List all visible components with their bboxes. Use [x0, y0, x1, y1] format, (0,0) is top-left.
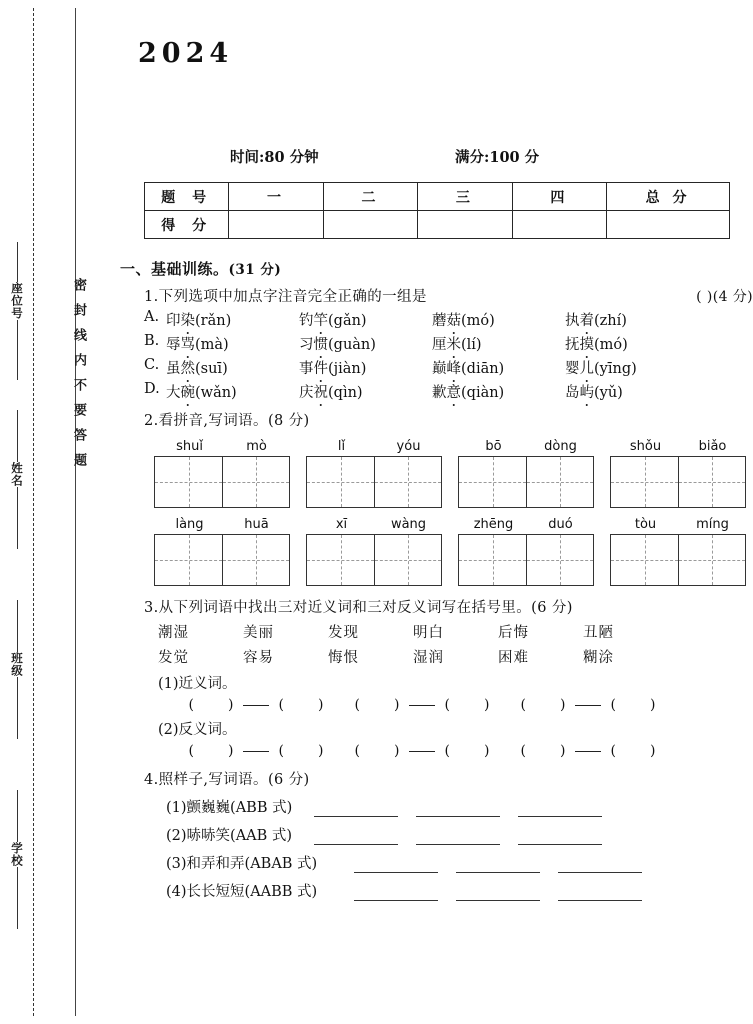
paren-right: )	[650, 697, 656, 713]
choice-c-item-4	[565, 357, 698, 378]
answer-blank[interactable]	[416, 829, 500, 845]
choice-c-item-3	[432, 357, 565, 378]
choice-d-letter: D.	[144, 381, 160, 397]
choice-dotted-char: 祝	[313, 385, 328, 401]
choice-c[interactable]	[144, 357, 753, 378]
tianzige-cell[interactable]	[307, 535, 374, 585]
answer-blank[interactable]	[314, 829, 398, 845]
pattern-label: (3)和弄和弄(ABAB 式)	[166, 856, 318, 872]
answer-pair[interactable]	[346, 697, 498, 713]
pinyin-syllable: míng	[696, 517, 729, 532]
pinyin-syllable: lǐ	[337, 439, 346, 454]
tianzige-grid[interactable]	[154, 534, 290, 586]
question-4-number: 4.	[144, 772, 159, 788]
pinyin-grid-group	[154, 439, 306, 508]
answer-blank[interactable]	[416, 801, 500, 817]
pinyin-hint	[610, 517, 753, 532]
word-bank-item: 后悔	[498, 625, 529, 641]
table-row-question-number	[145, 183, 730, 211]
choice-a-item-4	[565, 309, 698, 330]
pattern-row-aabb	[166, 880, 753, 901]
pinyin-syllable: zhēng	[473, 517, 514, 532]
choice-a-letter: A.	[144, 309, 160, 325]
choice-pinyin: (qiàn)	[461, 385, 505, 401]
answer-paren[interactable]	[180, 743, 242, 759]
choice-char: 歉	[432, 385, 447, 401]
pinyin-hint	[306, 517, 458, 532]
seal-vertical-text: 密封线内不要答题	[71, 278, 86, 478]
question-2	[144, 409, 753, 586]
answer-pair[interactable]	[512, 743, 664, 759]
word-bank-item: 湿润	[413, 650, 444, 666]
tianzige-cell[interactable]	[611, 457, 678, 507]
pattern-row-abab	[166, 852, 753, 873]
paren-right: )	[228, 743, 234, 759]
pinyin-grid-row-1	[154, 439, 753, 508]
question-1-tail	[696, 286, 753, 306]
field-rule-top	[17, 242, 18, 282]
question-1-head	[144, 285, 753, 306]
field-rule-bottom	[17, 867, 18, 929]
pinyin-syllable: shǒu	[629, 439, 662, 454]
field-rule-bottom	[17, 677, 18, 739]
choice-pinyin: (zhí)	[594, 313, 627, 329]
paren-right: )	[560, 697, 566, 713]
score-table-col-1: 一	[229, 183, 323, 211]
field-school	[4, 790, 30, 929]
score-table-col-3: 三	[418, 183, 512, 211]
choice-b-item-1	[166, 333, 299, 354]
pinyin-syllable: huā	[244, 517, 269, 532]
choice-pinyin: (gǎn)	[328, 313, 367, 329]
choice-a-item-1	[166, 309, 299, 330]
answer-blank[interactable]	[518, 829, 602, 845]
choice-d-item-3	[432, 381, 565, 402]
word-bank-item: 困难	[498, 650, 529, 666]
choice-dotted-char: 染	[180, 313, 195, 329]
exam-sheet	[120, 0, 753, 1024]
word-bank-item: 悔恨	[328, 650, 359, 666]
field-label-name: 姓名	[10, 462, 24, 487]
pinyin-syllable: dòng	[544, 439, 577, 454]
choice-pinyin: (guàn)	[328, 337, 376, 353]
score-table-row-label: 题 号	[145, 183, 229, 211]
choice-char: 执	[565, 313, 580, 329]
page-title: 2024	[138, 38, 234, 69]
answer-blank[interactable]	[456, 857, 540, 873]
tianzige-cell[interactable]	[459, 535, 526, 585]
seal-margin	[0, 0, 120, 1024]
choice-dotted-char: 骂	[180, 337, 195, 353]
answer-paren[interactable]	[270, 697, 332, 713]
paren-left: (	[188, 743, 194, 759]
paren-left: (	[610, 743, 616, 759]
answer-blank[interactable]	[354, 885, 438, 901]
subquestion-synonyms-label: (1)近义词。	[158, 676, 237, 692]
paren-right: )	[484, 697, 490, 713]
score-cell-3[interactable]	[418, 211, 512, 239]
choice-d-item-4	[565, 381, 698, 402]
field-label-class: 班级	[10, 652, 24, 677]
word-bank-item: 发现	[328, 625, 359, 641]
tianzige-grid[interactable]	[610, 456, 746, 508]
answer-paren[interactable]	[346, 697, 408, 713]
score-cell-2[interactable]	[323, 211, 417, 239]
field-class	[4, 600, 30, 739]
pinyin-grid-group	[306, 517, 458, 586]
choice-dotted-char: 竿	[313, 313, 328, 329]
score-table	[144, 182, 730, 239]
pinyin-grid-group	[610, 517, 753, 586]
pattern-row-abb	[166, 796, 753, 817]
score-cell-1[interactable]	[229, 211, 323, 239]
word-bank-item: 发觉	[158, 650, 189, 666]
pinyin-syllable: bō	[485, 439, 502, 454]
choice-pinyin: (lí)	[461, 337, 482, 353]
pinyin-syllable: duó	[548, 517, 573, 532]
choice-dotted-char: 意	[446, 385, 461, 401]
exam-meta	[230, 146, 720, 167]
choice-dotted-char: 峰	[446, 361, 461, 377]
paren-right: )	[228, 697, 234, 713]
answer-paren[interactable]	[270, 743, 332, 759]
choice-char: 印	[166, 313, 181, 329]
question-2-number: 2.	[144, 413, 159, 429]
field-rule-bottom	[17, 320, 18, 380]
paren-left: (	[610, 697, 616, 713]
pinyin-grid-group	[610, 439, 753, 508]
choice-d-item-1	[166, 381, 299, 402]
choice-c-item-2	[299, 357, 432, 378]
tianzige-grid[interactable]	[306, 534, 442, 586]
word-bank-item: 糊涂	[583, 650, 614, 666]
choice-dotted-char: 摸	[579, 337, 594, 353]
table-row-score	[145, 211, 730, 239]
tianzige-cell[interactable]	[459, 457, 526, 507]
choice-dotted-char: 儿	[579, 361, 594, 377]
tianzige-cell[interactable]	[155, 535, 222, 585]
pinyin-hint	[610, 439, 753, 454]
choice-b-item-4	[565, 333, 698, 354]
question-1-answer-bracket[interactable]: ( )	[696, 289, 713, 305]
answer-pair[interactable]	[346, 743, 498, 759]
section-heading	[120, 258, 753, 279]
question-3-points: (6 分)	[531, 600, 573, 616]
word-bank-item: 潮湿	[158, 625, 189, 641]
choice-dotted-char: 着	[579, 313, 594, 329]
section-points: (31 分)	[228, 262, 282, 278]
paren-left: (	[520, 743, 526, 759]
question-3	[144, 596, 753, 759]
answer-pair[interactable]	[512, 697, 664, 713]
answer-paren[interactable]	[436, 697, 498, 713]
pair-dash	[243, 705, 269, 706]
paren-right: )	[394, 743, 400, 759]
word-bank-item: 美丽	[243, 625, 274, 641]
tianzige-grid[interactable]	[458, 456, 594, 508]
answer-blank[interactable]	[456, 885, 540, 901]
score-cell-total[interactable]	[607, 211, 730, 239]
question-3-number: 3.	[144, 600, 159, 616]
pair-dash	[243, 751, 269, 752]
paren-right: )	[560, 743, 566, 759]
field-name	[4, 410, 30, 549]
choice-b-item-3	[432, 333, 565, 354]
pinyin-hint	[306, 439, 458, 454]
exam-full-score: 满分:100 分	[455, 149, 540, 166]
antonym-answer-row	[180, 743, 753, 759]
choice-dotted-char: 菇	[446, 313, 461, 329]
choice-pinyin: (qìn)	[328, 385, 363, 401]
pattern-label: (2)哧哧笑(AAB 式)	[166, 828, 293, 844]
paren-left: (	[444, 697, 450, 713]
choice-pinyin: (jiàn)	[328, 361, 367, 377]
field-label-school: 学校	[10, 842, 24, 867]
field-rule-top	[17, 600, 18, 652]
tianzige-grid[interactable]	[154, 456, 290, 508]
answer-blank[interactable]	[354, 857, 438, 873]
question-1-number: 1.	[144, 289, 159, 305]
choice-pinyin: (mó)	[461, 313, 495, 329]
answer-paren[interactable]	[602, 697, 664, 713]
pattern-label: (4)长长短短(AABB 式)	[166, 884, 318, 900]
section-title: 一、基础训练。	[120, 260, 229, 278]
choice-b-item-2	[299, 333, 432, 354]
pinyin-syllable: yóu	[396, 439, 421, 454]
question-1-text: 下列选项中加点字注音完全正确的一组是	[158, 289, 427, 305]
pinyin-syllable: tòu	[634, 517, 657, 532]
score-table-col-total: 总 分	[607, 183, 730, 211]
question-4	[144, 768, 753, 901]
field-rule-top	[17, 790, 18, 842]
answer-paren[interactable]	[346, 743, 408, 759]
tianzige-grid[interactable]	[610, 534, 746, 586]
seal-dashed-line	[33, 8, 34, 1016]
field-label-seat-number: 座位号	[10, 282, 24, 320]
choice-b[interactable]	[144, 333, 753, 354]
answer-blank[interactable]	[558, 857, 642, 873]
question-2-text: 看拼音,写词语。	[158, 413, 268, 429]
field-seat-number	[4, 242, 30, 380]
paren-right: )	[484, 743, 490, 759]
field-rule-bottom	[17, 487, 18, 549]
choice-char: 事	[299, 361, 314, 377]
choice-char: 蘑	[432, 313, 447, 329]
exam-duration: 时间:80 分钟	[230, 149, 319, 166]
choice-b-letter: B.	[144, 333, 160, 349]
pinyin-syllable: làng	[175, 517, 204, 532]
question-1	[144, 285, 753, 402]
choice-char: 抚	[565, 337, 580, 353]
choice-char: 岛	[565, 385, 580, 401]
word-bank-item: 明白	[413, 625, 444, 641]
paren-left: (	[278, 743, 284, 759]
choice-char: 庆	[299, 385, 314, 401]
tianzige-cell[interactable]	[678, 535, 745, 585]
pinyin-grid-group	[458, 439, 610, 508]
paren-right: )	[318, 743, 324, 759]
paren-left: (	[354, 743, 360, 759]
pinyin-hint	[458, 439, 610, 454]
tianzige-cell[interactable]	[611, 535, 678, 585]
word-bank-item: 丑陋	[583, 625, 614, 641]
choice-char: 巅	[432, 361, 447, 377]
paren-right: )	[650, 743, 656, 759]
field-rule-top	[17, 410, 18, 462]
choice-dotted-char: 碗	[180, 385, 195, 401]
paren-left: (	[354, 697, 360, 713]
choice-pinyin: (mà)	[195, 337, 229, 353]
choice-dotted-char: 惯	[313, 337, 328, 353]
question-1-points: (4 分)	[712, 289, 753, 305]
answer-blank[interactable]	[558, 885, 642, 901]
tianzige-cell[interactable]	[307, 457, 374, 507]
seal-solid-line	[75, 8, 76, 1016]
choice-pinyin: (yīng)	[594, 361, 637, 377]
answer-pair[interactable]	[180, 697, 332, 713]
choice-d[interactable]	[144, 381, 753, 402]
subquestion-antonyms-label: (2)反义词。	[158, 722, 237, 738]
answer-paren[interactable]	[180, 697, 242, 713]
choice-char: 辱	[166, 337, 181, 353]
pinyin-grid-group	[154, 517, 306, 586]
tianzige-cell[interactable]	[222, 457, 289, 507]
choice-dotted-char: 屿	[579, 385, 594, 401]
paren-left: (	[278, 697, 284, 713]
pair-dash	[575, 705, 601, 706]
choice-dotted-char: 件	[313, 361, 328, 377]
choice-char: 婴	[565, 361, 580, 377]
tianzige-cell[interactable]	[374, 535, 441, 585]
pinyin-grid-group	[306, 439, 458, 508]
pinyin-syllable: shuǐ	[176, 439, 203, 454]
answer-pair[interactable]	[180, 743, 332, 759]
pinyin-syllable: mò	[246, 439, 267, 454]
word-bank-row-2	[158, 646, 753, 667]
answer-paren[interactable]	[602, 743, 664, 759]
choice-char: 习	[299, 337, 314, 353]
word-bank-row-1	[158, 621, 753, 642]
choice-a-item-3	[432, 309, 565, 330]
choice-a-item-2	[299, 309, 432, 330]
answer-blank[interactable]	[518, 801, 602, 817]
choice-c-item-1	[166, 357, 299, 378]
tianzige-cell[interactable]	[526, 457, 593, 507]
choice-char: 钓	[299, 313, 314, 329]
choice-char: 大	[166, 385, 181, 401]
tianzige-cell[interactable]	[526, 535, 593, 585]
paren-left: (	[520, 697, 526, 713]
pair-dash	[575, 751, 601, 752]
choice-c-letter: C.	[144, 357, 160, 373]
choice-pinyin: (diān)	[461, 361, 505, 377]
pattern-row-aab	[166, 824, 753, 845]
pinyin-grid-group	[458, 517, 610, 586]
choice-pinyin: (mó)	[594, 337, 628, 353]
pinyin-hint	[154, 439, 306, 454]
tianzige-cell[interactable]	[222, 535, 289, 585]
exam-content	[120, 258, 753, 901]
answer-blank[interactable]	[314, 801, 398, 817]
choice-a[interactable]	[144, 309, 753, 330]
tianzige-cell[interactable]	[678, 457, 745, 507]
choice-char: 厘	[432, 337, 447, 353]
paren-right: )	[318, 697, 324, 713]
choice-dotted-char: 米	[446, 337, 461, 353]
question-2-points: (8 分)	[267, 413, 310, 429]
question-4-text: 照样子,写词语。	[158, 772, 268, 788]
word-bank-item: 容易	[243, 650, 274, 666]
choice-char: 虽	[166, 361, 181, 377]
tianzige-grid[interactable]	[458, 534, 594, 586]
choice-pinyin: (wǎn)	[195, 385, 237, 401]
score-table-row-label: 得 分	[145, 211, 229, 239]
choice-dotted-char: 然	[180, 361, 195, 377]
choice-d-item-2	[299, 381, 432, 402]
pinyin-grid-row-2	[154, 517, 753, 586]
tianzige-cell[interactable]	[374, 457, 441, 507]
question-2-head	[144, 409, 753, 430]
question-4-head	[144, 768, 753, 789]
choice-pinyin: (yǔ)	[594, 385, 623, 401]
choice-pinyin: (suī)	[195, 361, 228, 377]
synonym-answer-row	[180, 697, 753, 713]
score-table-col-2: 二	[323, 183, 417, 211]
question-4-points: (6 分)	[267, 772, 310, 788]
question-3-head	[144, 596, 753, 617]
paren-right: )	[394, 697, 400, 713]
pinyin-hint	[458, 517, 610, 532]
pattern-label: (1)颤巍巍(ABB 式)	[166, 800, 293, 816]
score-cell-4[interactable]	[512, 211, 606, 239]
pinyin-syllable: biǎo	[698, 439, 727, 454]
answer-paren[interactable]	[512, 743, 574, 759]
tianzige-cell[interactable]	[155, 457, 222, 507]
pair-dash	[409, 751, 435, 752]
score-table-col-4: 四	[512, 183, 606, 211]
choice-pinyin: (rǎn)	[195, 313, 232, 329]
answer-paren[interactable]	[512, 697, 574, 713]
pinyin-syllable: xī	[335, 517, 348, 532]
paren-left: (	[444, 743, 450, 759]
pinyin-syllable: wàng	[390, 517, 427, 532]
pinyin-hint	[154, 517, 306, 532]
pair-dash	[409, 705, 435, 706]
answer-paren[interactable]	[436, 743, 498, 759]
paren-left: (	[188, 697, 194, 713]
question-3-text: 从下列词语中找出三对近义词和三对反义词写在括号里。	[158, 600, 532, 616]
tianzige-grid[interactable]	[306, 456, 442, 508]
